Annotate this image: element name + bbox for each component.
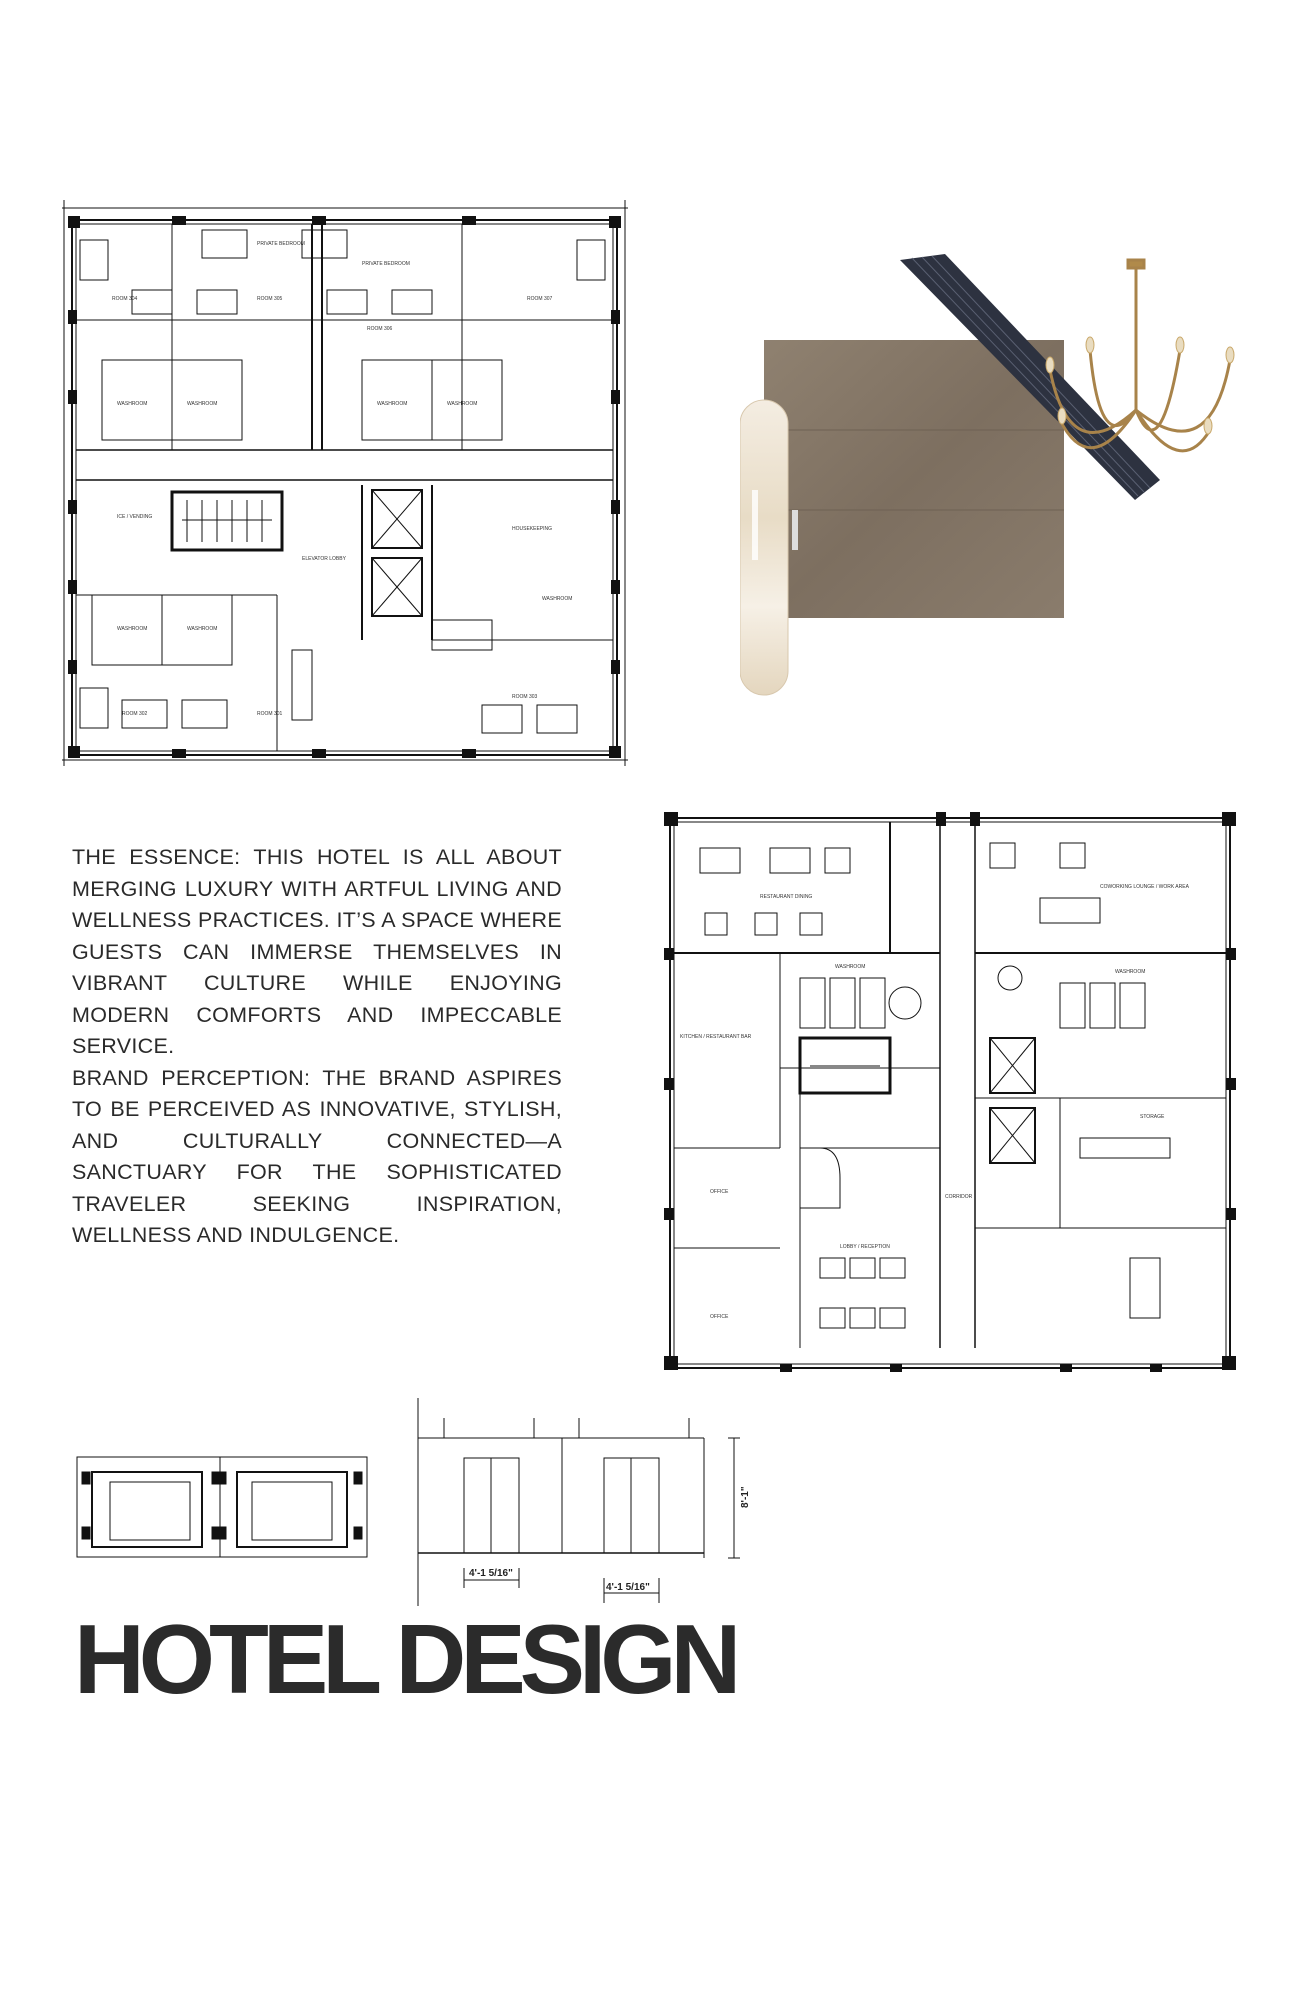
room-label: WASHROOM <box>187 401 218 407</box>
elevator-elevation-detail <box>414 1398 774 1608</box>
room-label: WASHROOM <box>117 626 148 632</box>
room-label: ROOM 304 <box>112 296 138 302</box>
brand-perception-paragraph: BRAND PERCEPTION: THE BRAND ASPIRES TO BE PERCEIVED AS INNOVATIVE, STYLISH, AND CULTURALLY CONNECTED—A SANCTUARY FOR THE SOPHISTICATED TRAVELER SEEKING INSPIRATION, WELLNESS AND INDULGENCE. <box>72 1065 562 1247</box>
room-label: WASHROOM <box>447 401 478 407</box>
ground-floor-plan <box>660 808 1240 1378</box>
room-label: WASHROOM <box>117 401 148 407</box>
room-label: WASHROOM <box>1115 969 1146 975</box>
room-label: ROOM 302 <box>122 711 148 717</box>
room-label: STORAGE <box>1140 1114 1165 1120</box>
room-label: ELEVATOR LOBBY <box>302 556 346 562</box>
room-label: ROOM 306 <box>367 326 393 332</box>
room-label: WASHROOM <box>542 596 573 602</box>
room-label: OFFICE <box>710 1314 729 1320</box>
room-label: WASHROOM <box>187 626 218 632</box>
room-label: WASHROOM <box>377 401 408 407</box>
door-width-dimension-right: 4'-1 5/16" <box>606 1582 650 1593</box>
room-label: COWORKING LOUNGE / WORK AREA <box>1100 884 1189 890</box>
room-label: LOBBY / RECEPTION <box>840 1244 890 1250</box>
height-dimension: 8'-1" <box>740 1486 751 1508</box>
room-label: ROOM 307 <box>527 296 553 302</box>
elevator-plan-detail <box>72 1452 372 1562</box>
room-label: ROOM 303 <box>512 694 538 700</box>
room-label: PRIVATE BEDROOM <box>257 241 305 247</box>
room-label: ICE / VENDING <box>117 514 153 520</box>
page-title: HOTEL DESIGN <box>74 1604 736 1714</box>
room-label: RESTAURANT DINING <box>760 894 813 900</box>
room-label: CORRIDOR <box>945 1194 973 1200</box>
room-label: ROOM 301 <box>257 711 283 717</box>
material-moodboard <box>740 240 1240 710</box>
upper-floor-plan <box>62 200 628 766</box>
room-label: ROOM 305 <box>257 296 283 302</box>
room-label: KITCHEN / RESTAURANT BAR <box>680 1034 752 1040</box>
door-width-dimension-left: 4'-1 5/16" <box>469 1568 513 1579</box>
essence-paragraph: THE ESSENCE: THIS HOTEL IS ALL ABOUT MERGING LUXURY WITH ARTFUL LIVING AND WELLNESS PRACTICES. IT’S A SPACE WHERE GUESTS CAN IMMERSE THEMSELVES IN VIBRANT CULTURE WHILE ENJOYING MODERN COMFORTS AND IMPECCABLE SERVICE. <box>72 845 562 1058</box>
wood-sample <box>764 340 1064 618</box>
room-label: PRIVATE BEDROOM <box>362 261 410 267</box>
room-label: WASHROOM <box>835 964 866 970</box>
room-label: HOUSEKEEPING <box>512 526 553 532</box>
room-label: OFFICE <box>710 1189 729 1195</box>
concept-statement <box>72 842 562 1252</box>
